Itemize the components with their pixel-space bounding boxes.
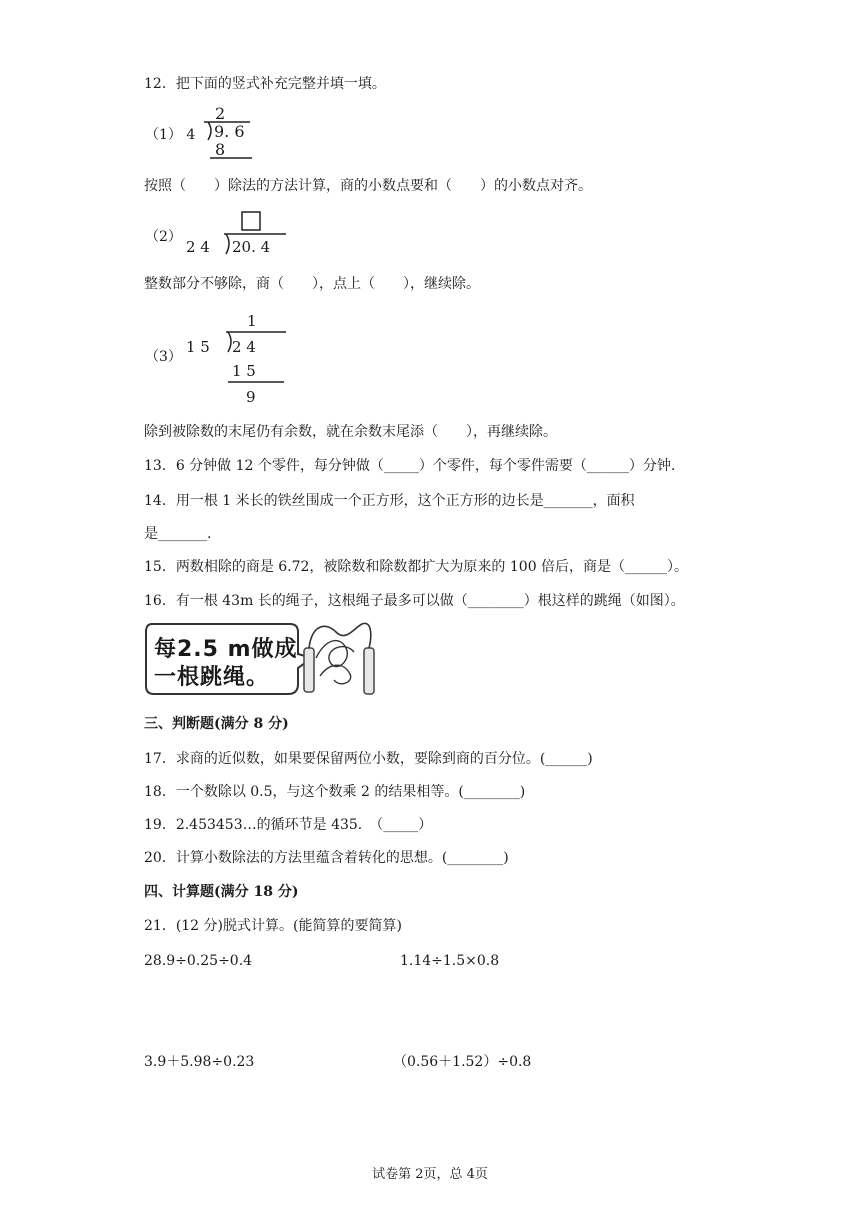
q12-part2-label: （2） xyxy=(145,229,182,245)
q16-bubble-line1: 每2.5 m做成 xyxy=(154,637,298,662)
question-12: 12．把下面的竖式补充完整并填一填。 xyxy=(144,76,386,92)
q12-part3-sentence: 除到被除数的末尾仍有余数，就在余数末尾添（ ），再继续除。 xyxy=(144,424,557,440)
q12-part3-product: 1 5 xyxy=(232,362,256,380)
expression-1: 28.9÷0.25÷0.4 xyxy=(144,953,253,969)
expression-2: 1.14÷1.5×0.8 xyxy=(400,953,500,969)
question-18: 18．一个数除以 0.5，与这个数乘 2 的结果相等。(________) xyxy=(144,784,526,800)
answer-box-icon xyxy=(242,212,260,230)
q12-part1-product: 8 xyxy=(215,140,226,159)
question-13: 13．6 分钟做 12 个零件，每分钟做（_____）个零件，每个零件需要（______）分钟. xyxy=(144,458,676,474)
question-19: 19．2.453453…的循环节是 435. （_____） xyxy=(144,817,433,833)
q12-part3-dividend: 2 4 xyxy=(232,338,256,356)
expression-3: 3.9＋5.98÷0.23 xyxy=(144,1054,255,1070)
q12-part3-remainder: 9 xyxy=(246,388,256,406)
section-3-heading: 三、判断题(满分 8 分) xyxy=(144,716,289,732)
question-14-line2: 是_______. xyxy=(144,526,212,542)
q12-part1-dividend: 9. 6 xyxy=(214,122,245,141)
question-17: 17．求商的近似数，如果要保留两位小数，要除到商的百分位。(______) xyxy=(144,751,593,767)
section-4-heading: 四、计算题(满分 18 分) xyxy=(144,884,299,900)
question-20: 20．计算小数除法的方法里蕴含着转化的思想。(________) xyxy=(144,850,509,866)
q12-part2-divisor: 2 4 xyxy=(186,238,210,256)
jump-rope-icon xyxy=(304,623,374,694)
page-footer: 试卷第 2页，总 4页 xyxy=(372,1167,488,1182)
q12-part3-quotient: 1 xyxy=(247,312,257,330)
question-15: 15．两数相除的商是 6.72，被除数和除数都扩大为原来的 100 倍后，商是（______）。 xyxy=(144,559,689,575)
q12-part1-sentence: 按照（ ）除法的方法计算，商的小数点要和（ ）的小数点对齐。 xyxy=(144,178,592,194)
question-16: 16．有一根 43m 长的绳子，这根绳子最多可以做（________）根这样的跳绳（如图）。 xyxy=(144,593,685,609)
expression-4: （0.56＋1.52）÷0.8 xyxy=(393,1054,532,1070)
q12-part1-label: （1） 4 xyxy=(145,127,196,143)
q16-bubble-line2: 一根跳绳。 xyxy=(154,665,270,690)
q12-part2-sentence: 整数部分不够除，商（ ），点上（ ），继续除。 xyxy=(144,276,480,292)
q12-part3-label: （3） xyxy=(145,349,182,365)
q12-part1-quotient: 2 xyxy=(215,104,226,123)
question-14-line1: 14．用一根 1 米长的铁丝围成一个正方形，这个正方形的边长是_______，面积 xyxy=(144,493,635,509)
q12-part3-divisor: 1 5 xyxy=(186,338,210,356)
q12-part2-dividend: 20. 4 xyxy=(232,238,271,256)
question-21: 21．(12 分)脱式计算。(能简算的要简算) xyxy=(144,918,402,934)
